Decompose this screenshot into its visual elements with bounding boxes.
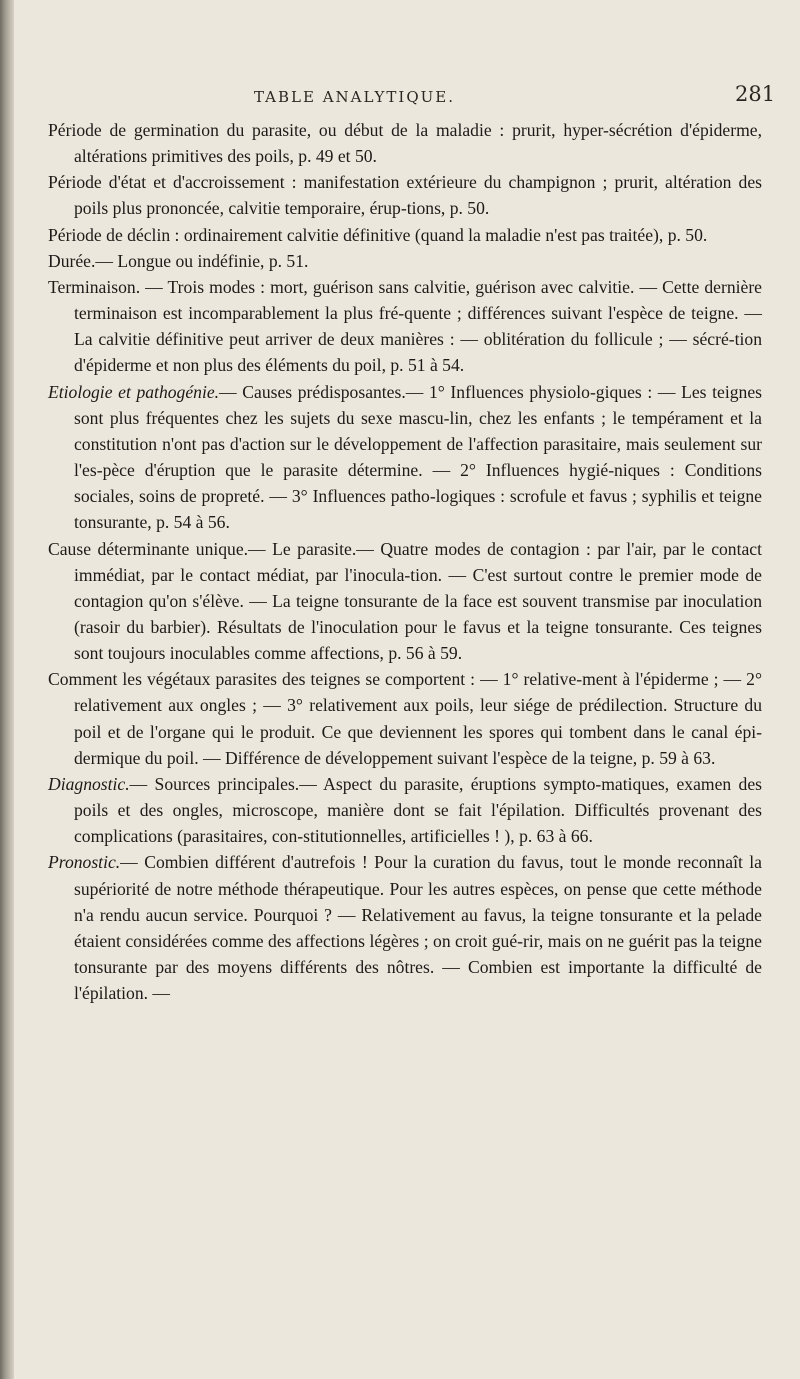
index-entry-declin — [48, 222, 762, 248]
entry-text: Cause déterminante unique.— Le parasite.— Quatre modes de contagion : par l'air, par le contact immédiat, par le contact médiat, par l'inocula-tion. — C'est surtout contre le premier mode de contagion qu'on s'élève. — La teigne tonsurante de la face est souvent transmise par inoculation (rasoir du barbier). Résultats de l'inoculation pour le favus et la teigne tonsurante. Ces teignes sont toujours inoculables comme affections, p. 56 à 59. — [48, 538, 762, 664]
page-number: 281 — [735, 82, 776, 106]
entry-text: Période d'état et d'accroissement : manifestation extérieure du champignon ; prurit, altération des poils plus prononcée, calvitie temporaire, érup-tions, p. 50. — [48, 172, 762, 219]
entry-text: — Causes prédisposantes.— 1° Influences physiolo-giques : — Les teignes sont plus fréquentes chez les sujets du sexe mascu-lin, chez les enfants ; le tempérament et la constitution n'ont pas d'action sur le développement de l'affection parasitaire, mais seulement sur l'es-pèce d'éruption que le parasite détermine. — 2° Influences hygié-niques : Conditions sociales, soins de propreté. — 3° Influences patho-logiques : scrofule et favus ; syphilis et teigne tonsurante, p. 54 à 56. — [74, 381, 762, 533]
index-entry-vegetaux — [48, 666, 762, 771]
index-entry-terminaison — [48, 274, 762, 379]
index-entry-etiologie — [48, 379, 762, 536]
entry-text: Comment les végétaux parasites des teignes se comportent : — 1° relative-ment à l'épiderme ; — 2° relativement aux ongles ; — 3° relativement aux poils, leur siége de prédilection. Structure du poil et de l'organe qui le produit. Ce que deviennent les spores qui tombent dans le canal épi-dermique du poil. — Différence de développement suivant l'espèce de la teigne, p. 59 à 63. — [48, 669, 762, 768]
entry-term: Pronostic. — [48, 852, 121, 873]
entry-text: Période de déclin : ordinairement calvitie définitive (quand la maladie n'est pas traitée), p. 50. — [48, 224, 708, 245]
running-title: TABLE ANALYTIQUE. — [254, 88, 455, 106]
index-entry-diagnostic — [48, 771, 762, 849]
index-entry-germination — [48, 117, 762, 169]
entry-term: Diagnostic. — [48, 773, 130, 794]
entry-text: — Sources principales.— Aspect du parasite, éruptions sympto-matiques, examen des poils et des ongles, microscope, manière dont se fait l'épilation. Difficultés provenant des complications (parasitaires, con-stitutionnelles, artificielles ! ), p. 63 à 66. — [74, 773, 762, 847]
book-spine-shadow — [0, 0, 14, 1379]
index-entry-duree — [48, 248, 762, 274]
page-header — [14, 80, 800, 110]
entry-text: — Combien différent d'autrefois ! Pour la curation du favus, tout le monde reconnaît la supériorité de notre méthode thérapeutique. Pour les autres espèces, on pense que cette méthode n'a rendu aucun service. Pourquoi ? — Relativement au favus, la teigne tonsurante et la pelade étaient considérées comme des affections légères ; on croit gué-rir, mais on ne guérit pas la teigne tonsurante par des moyens différents des nôtres. — Combien est importante la difficulté de l'épilation. — — [74, 852, 762, 1004]
entry-text: Durée.— Longue ou indéfinie, p. 51. — [48, 250, 309, 271]
index-entry-pronostic — [48, 849, 762, 1006]
index-body — [48, 117, 762, 1006]
index-entry-etat — [48, 169, 762, 221]
entry-term: Etiologie et pathogénie. — [48, 381, 220, 402]
entry-text: Période de germination du parasite, ou début de la maladie : prurit, hyper-sécrétion d'épiderme, altérations primitives des poils, p. 49 et 50. — [48, 120, 762, 167]
book-page — [14, 0, 800, 1379]
entry-text: Terminaison. — Trois modes : mort, guérison sans calvitie, guérison avec calvitie. — Cette dernière terminaison est incomparablement la plus fré-quente ; différences suivant l'espèce de teigne. — La calvitie définitive peut arriver de deux manières : — oblitération du follicule ; — sécré-tion d'épiderme et non plus des éléments du poil, p. 51 à 54. — [48, 276, 762, 376]
index-entry-cause — [48, 536, 762, 667]
